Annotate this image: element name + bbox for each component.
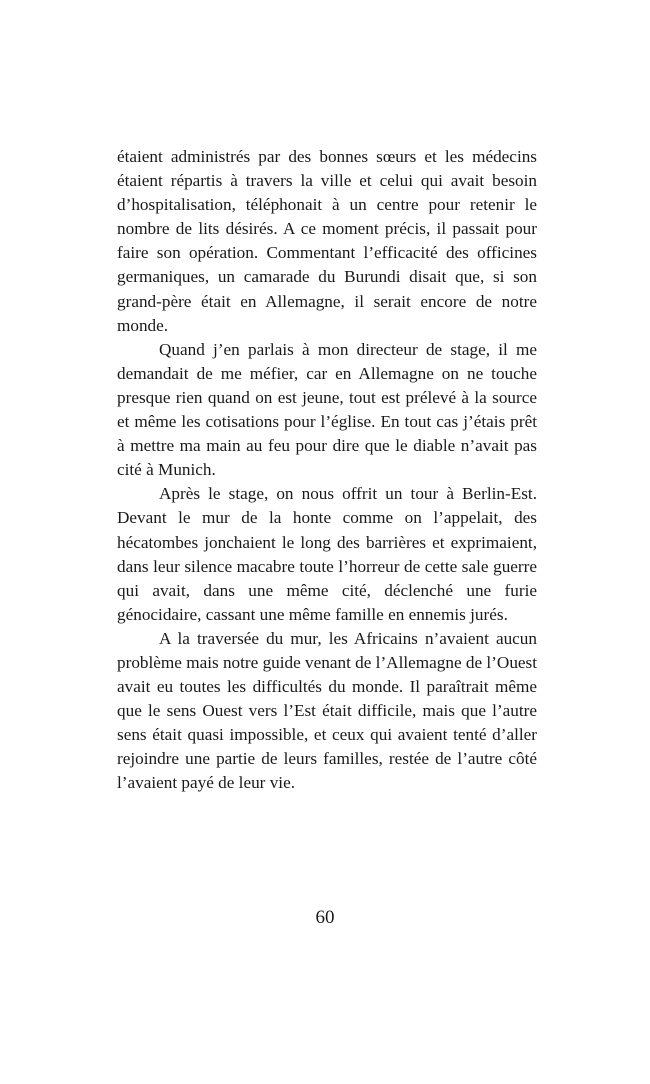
- paragraph-continuation: étaient administrés par des bonnes sœurs et les médecins étaient répartis à travers la ville et celui qui avait besoin d’hospitalisation, téléphonait à un centre pour retenir le nombre de lits désirés. A ce moment précis, il passait pour faire son opération. Commentant l’efficacité des officines germaniques, un camarade du Burundi disait que, si son grand-père était en Allemagne, il serait encore de notre monde.: [117, 147, 537, 335]
- body-text: [117, 145, 537, 796]
- paragraph-directeur-de-stage: Quand j’en parlais à mon directeur de stage, il me demandait de me méfier, car en Allemagne on ne touche presque rien quand on est jeune, tout est prélevé à la source et même les cotisations pour l’église. En tout cas j’étais prêt à mettre ma main au feu pour dire que le diable n’avait pas cité à Munich.: [117, 339, 537, 480]
- paragraph-traversee-du-mur: A la traversée du mur, les Africains n’avaient aucun problème mais notre guide venant de l’Allemagne de l’Ouest avait eu toutes les difficultés du monde. Il paraîtrait même que le sens Ouest vers l’Est était difficile, mais que l’autre sens était quasi impossible, et ceux qui avaient tenté d’aller rejoindre une partie de leurs familles, restée de l’autre côté l’avaient payé de leur vie.: [117, 628, 538, 793]
- paragraph-berlin-est: Après le stage, on nous offrit un tour à Berlin-Est. Devant le mur de la honte comme on l’appelait, des hécatombes jonchaient le long des barrières et exprimaient, dans leur silence macabre toute l’horreur de cette sale guerre qui avait, dans une même cité, déclenché une furie génocidaire, cassant une même famille en ennemis jurés.: [117, 484, 537, 624]
- page-number: 60: [315, 907, 335, 928]
